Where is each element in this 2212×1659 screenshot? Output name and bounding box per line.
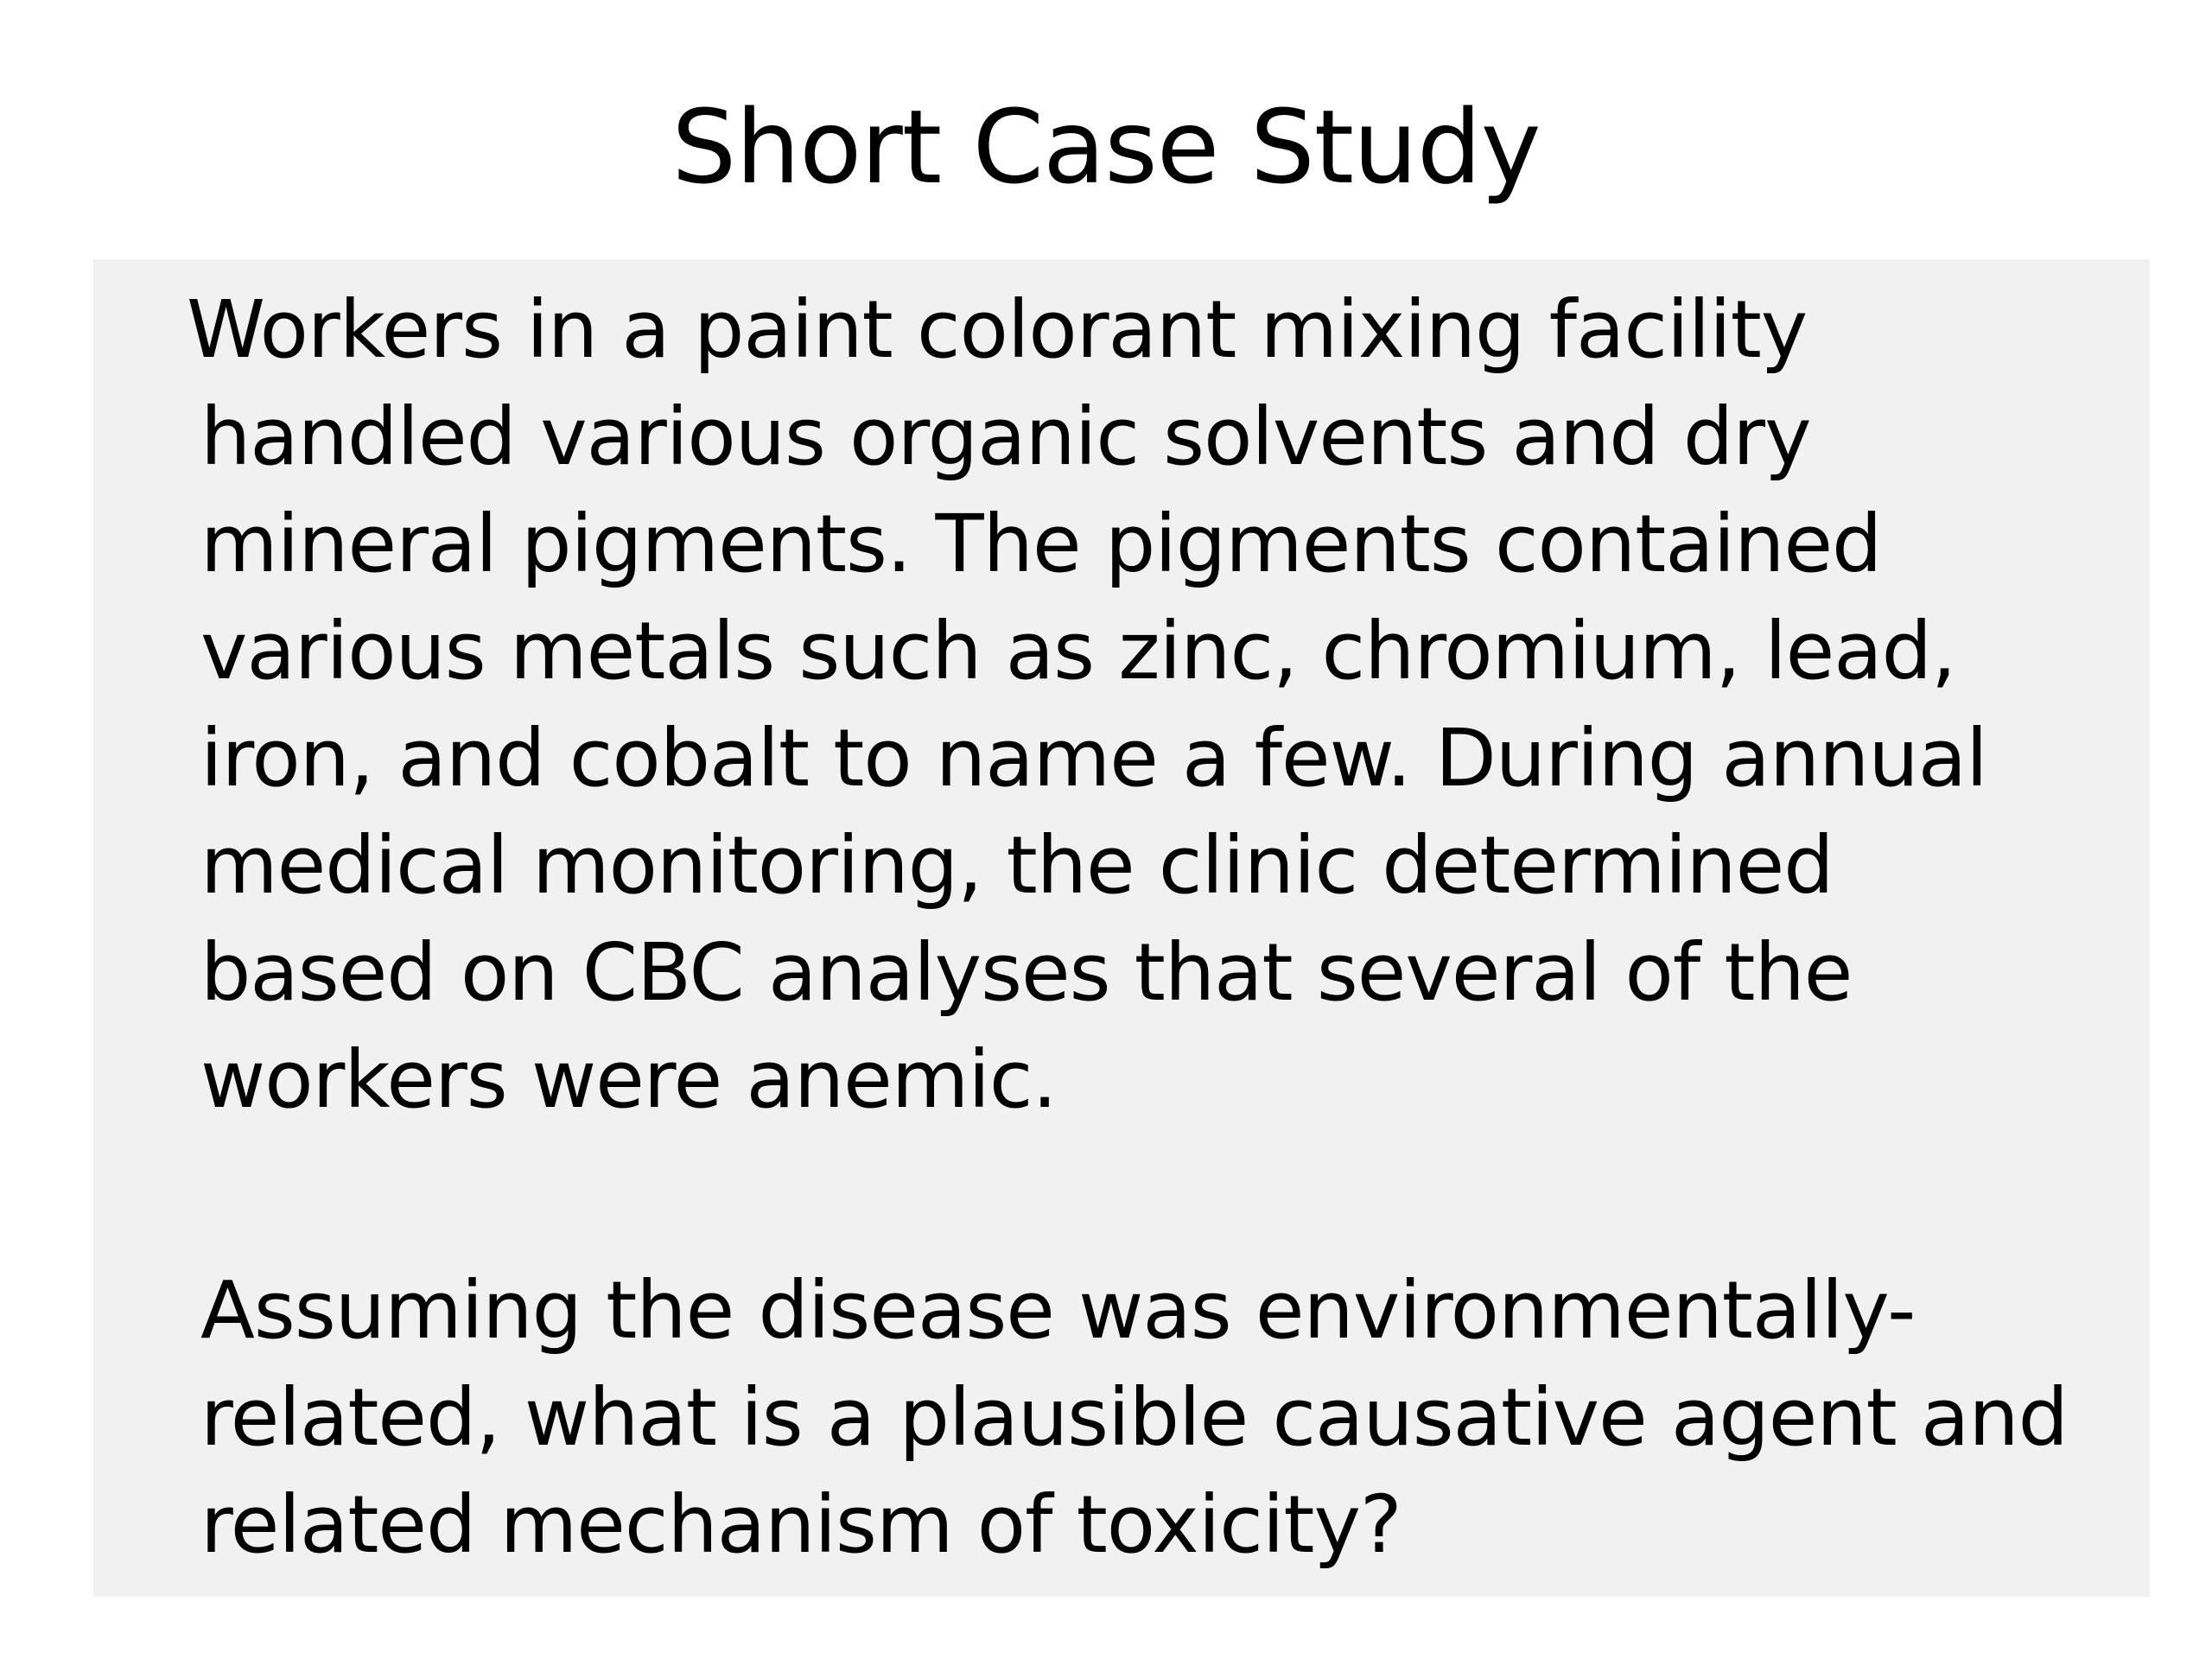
text-line: workers were anemic. [200, 1033, 1057, 1126]
text-line: medical monitoring, the clinic determined [200, 819, 1834, 912]
content-box [93, 259, 2150, 1597]
text-line: mineral pigments. The pigments contained [200, 498, 1882, 590]
text-line: handled various organic solvents and dry [200, 391, 1811, 483]
text-line: Workers in a paint colorant mixing facility [187, 283, 1808, 376]
text-line: related, what is a plausible causative agent and [200, 1371, 2069, 1464]
slide-title: Short Case Study [671, 87, 1541, 207]
case-description [187, 276, 2119, 1134]
text-line: Assuming the disease was environmentally- [200, 1264, 1916, 1357]
case-question [200, 1257, 2119, 1579]
text-line: iron, and cobalt to name a few. During annual [200, 712, 1987, 804]
text-line: based on CBC analyses that several of the [200, 926, 1853, 1019]
text-line: related mechanism of toxicity? [200, 1478, 1402, 1571]
text-line: various metals such as zinc, chromium, lead, [200, 605, 1956, 697]
